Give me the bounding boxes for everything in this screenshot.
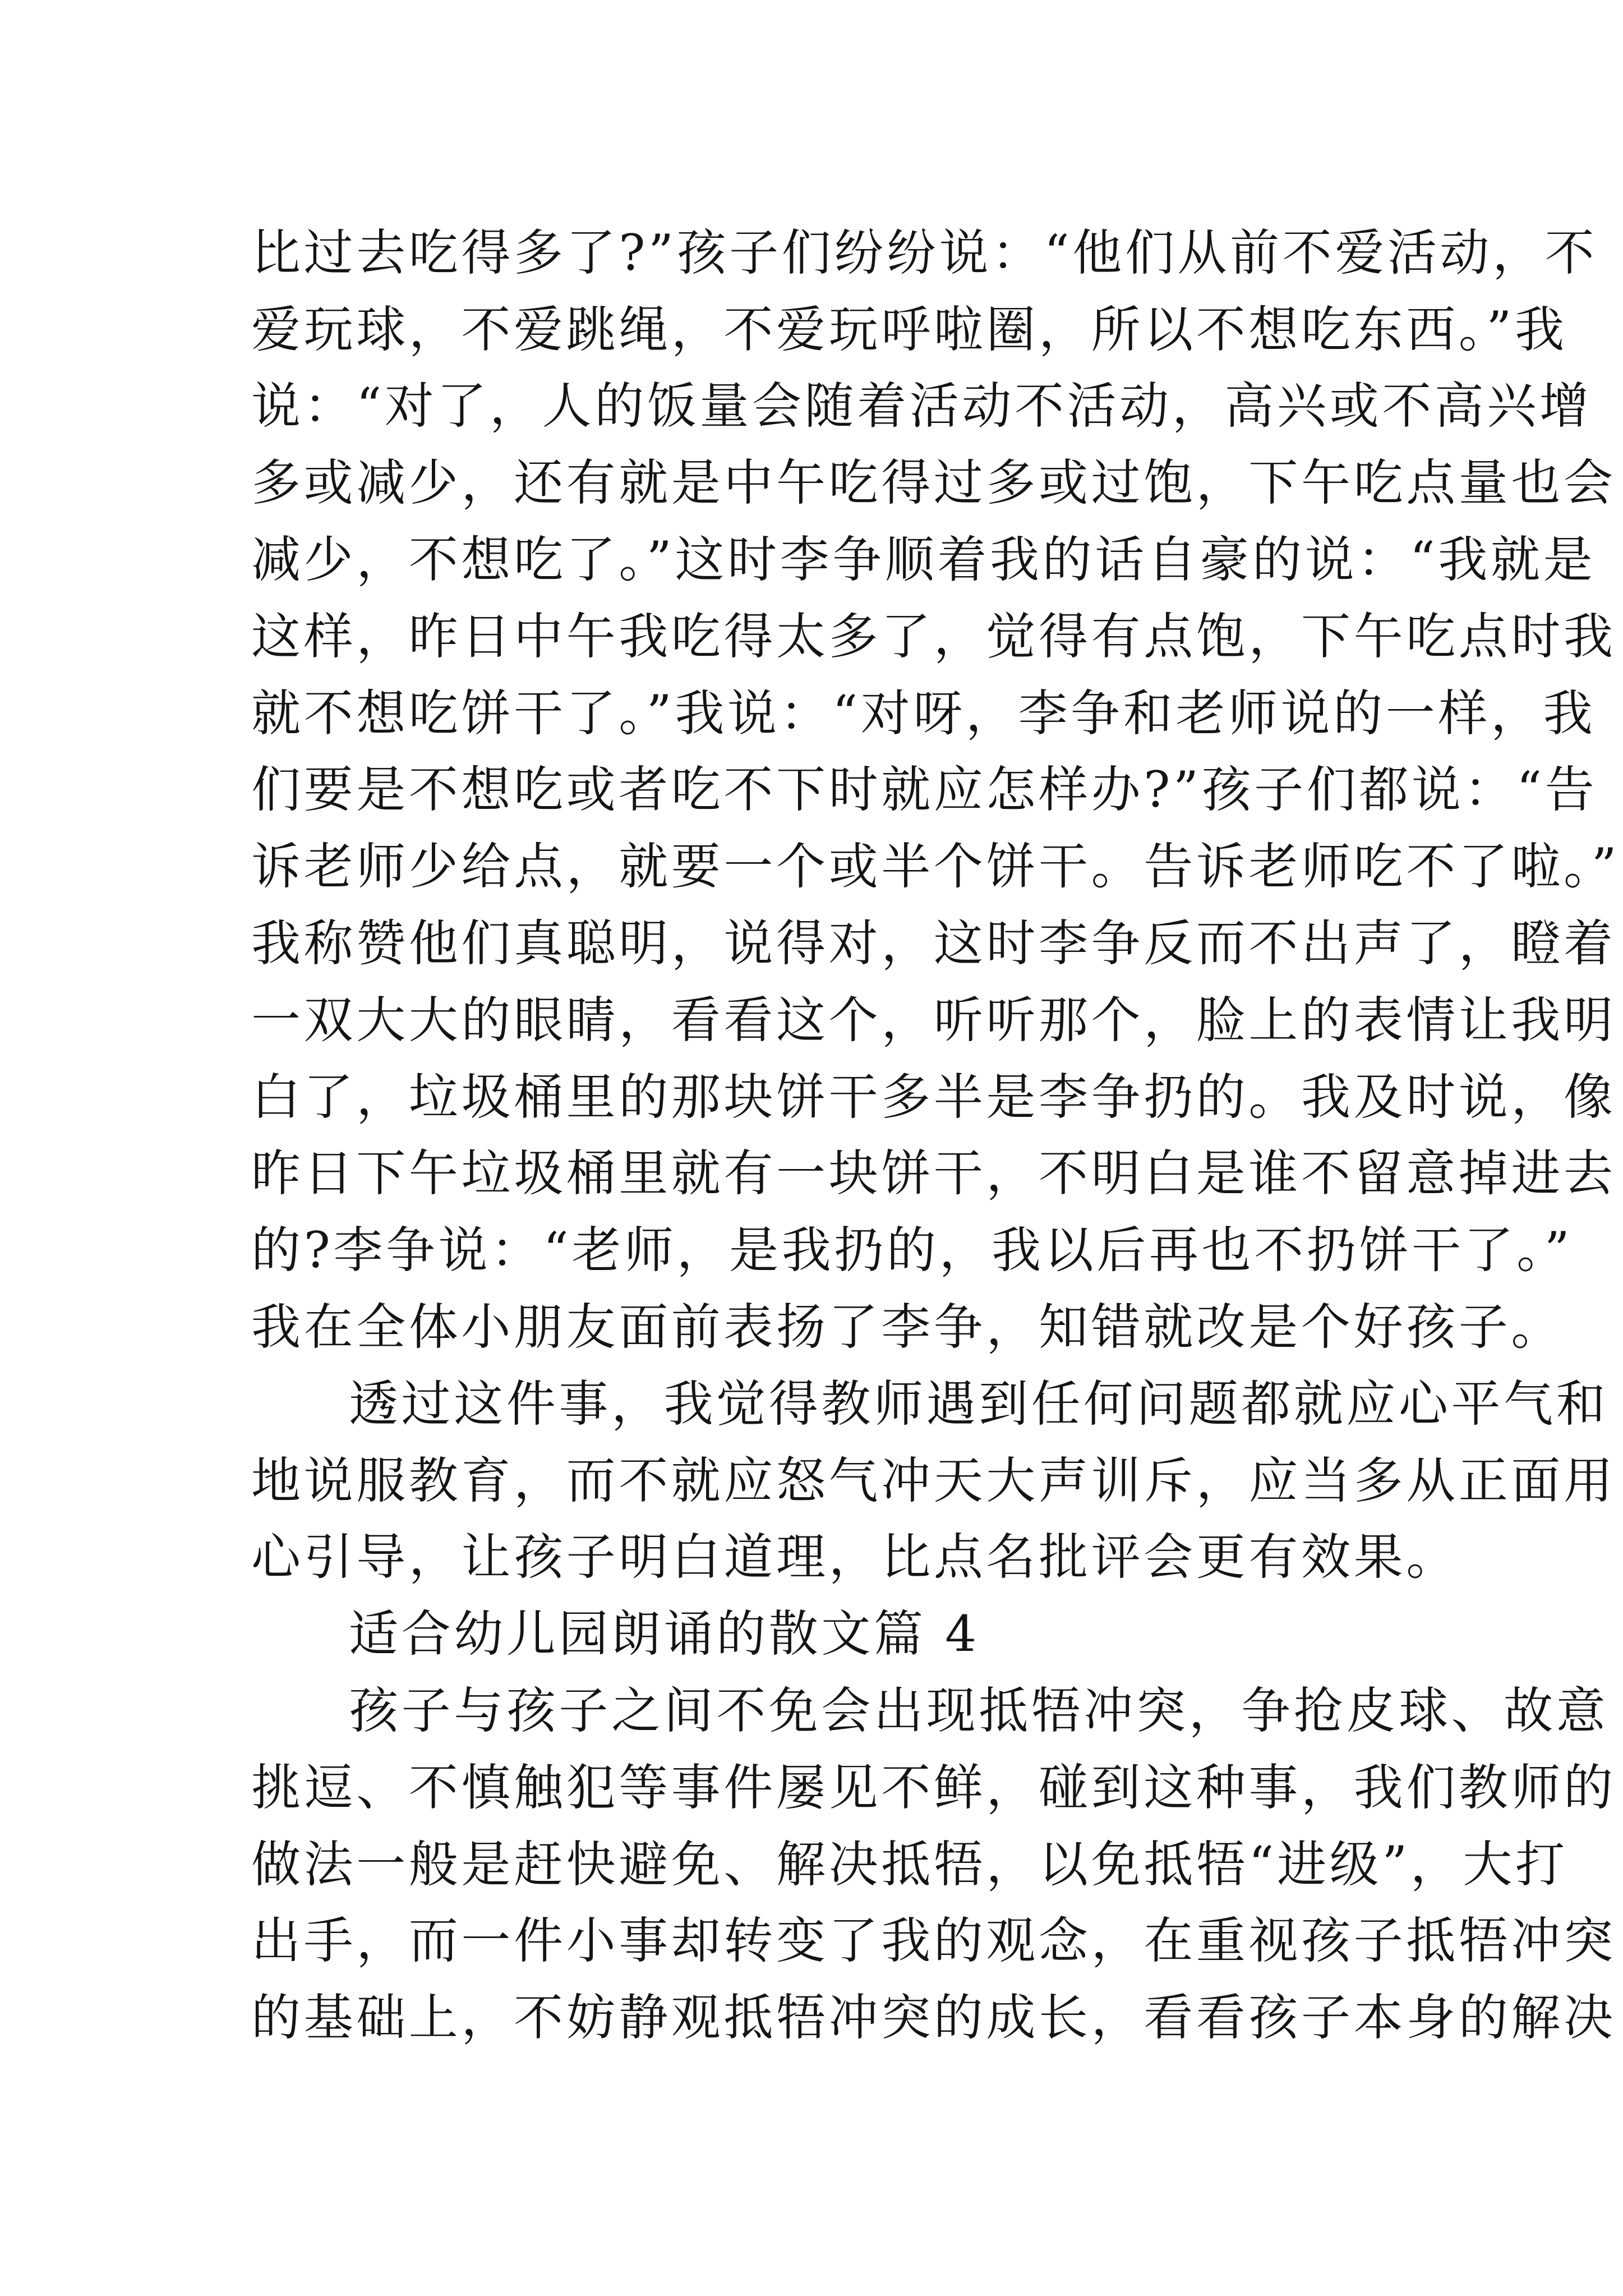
paragraph-line: 诉老师少给点，就要一个或半个饼干。告诉老师吃不了啦。”	[251, 838, 1620, 895]
paragraph-line: 做法一般是赶快避免、解决抵牾，以免抵牾“进级”，大打	[251, 1835, 1568, 1893]
paragraph-line: 我称赞他们真聪明，说得对，这时李争反而不出声了，瞪着	[251, 914, 1616, 972]
paragraph-line: 的基础上，不妨静观抵牾冲突的成长，看看孩子本身的解决	[251, 1989, 1616, 2046]
paragraph-line: 说：“对了，人的饭量会随着活动不活动，高兴或不高兴增	[251, 377, 1592, 435]
paragraph-line: 我在全体小朋友面前表扬了李争，知错就改是个好孩子。	[251, 1298, 1564, 1356]
section-heading: 适合幼儿园朗诵的散文篇 4	[349, 1605, 980, 1663]
paragraph-line: 减少，不想吃了。”这时李争顺着我的话自豪的说：“我就是	[251, 531, 1596, 588]
paragraph-line: 的?李争说：“老师，是我扔的，我以后再也不扔饼干了。”	[251, 1221, 1573, 1279]
paragraph-line: 心引导，让孩子明白道理，比点名批评会更有效果。	[251, 1528, 1459, 1586]
paragraph-line: 一双大大的眼睛，看看这个，听听那个，脸上的表情让我明	[251, 991, 1616, 1049]
paragraph-line: 昨日下午垃圾桶里就有一块饼干，不明白是谁不留意掉进去	[251, 1144, 1616, 1202]
paragraph-line: 透过这件事，我觉得教师遇到任何问题都就应心平气和	[349, 1375, 1609, 1433]
paragraph-line: 地说服教育，而不就应怒气冲天大声训斥，应当多从正面用	[251, 1452, 1616, 1510]
paragraph-line: 孩子与孩子之间不免会出现抵牾冲突，争抢皮球、故意	[349, 1682, 1609, 1740]
paragraph-line: 就不想吃饼干了。”我说：“对呀，李争和老师说的一样，我	[251, 684, 1596, 742]
paragraph-line: 爱玩球，不爱跳绳，不爱玩呼啦圈，所以不想吃东西。”我	[251, 301, 1567, 358]
paragraph-line: 这样，昨日中午我吃得太多了，觉得有点饱，下午吃点时我	[251, 608, 1616, 665]
paragraph-line: 比过去吃得多了?”孩子们纷纷说：“他们从前不爱活动，不	[251, 224, 1598, 282]
paragraph-line: 出手，而一件小事却转变了我的观念，在重视孩子抵牾冲突	[251, 1912, 1616, 1970]
paragraph-line: 们要是不想吃或者吃不下时就应怎样办?”孩子们都说：“告	[251, 761, 1598, 818]
paragraph-line: 多或减少，还有就是中午吃得过多或过饱，下午吃点量也会	[251, 454, 1616, 512]
paragraph-line: 挑逗、不慎触犯等事件屡见不鲜，碰到这种事，我们教师的	[251, 1759, 1616, 1816]
paragraph-line: 白了，垃圾桶里的那块饼干多半是李争扔的。我及时说，像	[251, 1068, 1616, 1126]
